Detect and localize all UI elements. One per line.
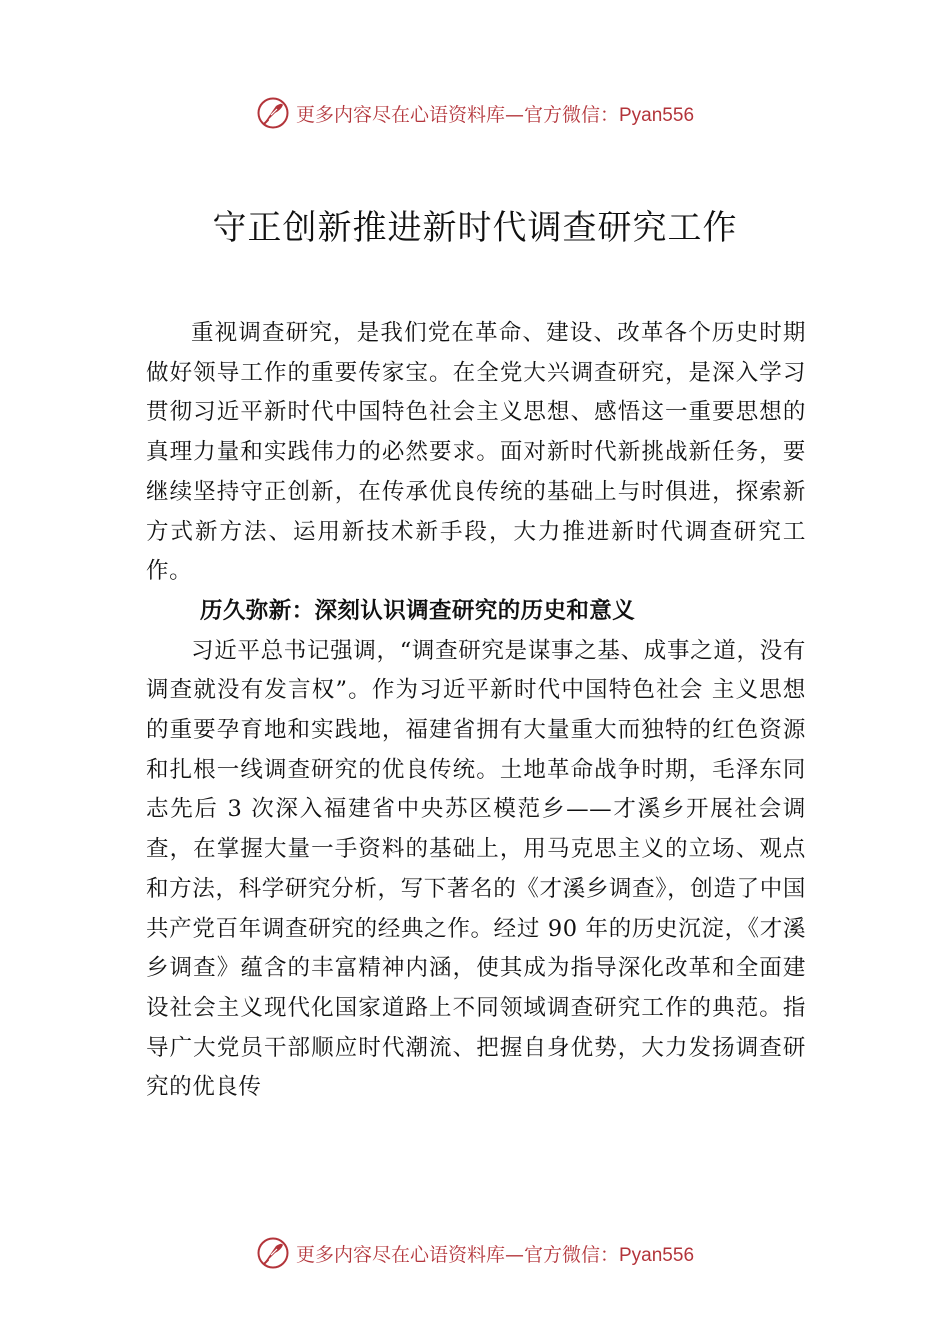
body-paragraph-1: 重视调查研究，是我们党在革命、建设、改革各个历史时期做好领导工作的重要传家宝。在全党大兴调查研究，是深入学习贯彻习近平新时代中国特色社会主义思想、感悟这一重要思想的真理力量和实践伟力的必然要求。面对新时代新挑战新任务，要继续坚持守正创新，在传承优良传统的基础上与时俱进，探索新方式新方法、运用新技术新手段，大力推进新时代调查研究工作。 xyxy=(146,320,806,585)
document-title: 守正创新推进新时代调查研究工作 xyxy=(212,208,738,248)
body-paragraph-2: 习近平总书记强调，“调查研究是谋事之基、成事之道，没有调查就没有发言权”。作为习近平新时代中国特色社会 主义思想的重要孕育地和实践地，福建省拥有大量重大而独特的红色资源和扎根一线调查研究的优良传统。土地革命战争时期，毛泽东同志先后 3 次深入福建省中央苏区模范乡——才溪乡开展社会调查，在掌握大量一手资料的基础上，用马克思主义的立场、观点和方法，科学研究分析，写下著名的《才溪乡调查》，创造了中国共产党百年调查研究的经典之作。经过 90 年的历史沉淀，《才溪乡调查》蕴含的丰富精神内涵，使其成为指导深化改革和全面建设社会主义现代化国家道路上不同领域调查研究工作的典范。指导广大党员干部顺应时代潮流、把握自身优势，大力发扬调查研究的优良传 xyxy=(146,637,806,1101)
section-heading: 历久弥新：深刻认识调查研究的历史和意义 xyxy=(200,597,636,624)
watermark-text: 更多内容尽在心语资料库—官方微信：Pyan556 xyxy=(295,1243,695,1266)
pen-quill-logo-icon xyxy=(256,1236,290,1270)
footer-watermark xyxy=(0,1236,950,1270)
document-body xyxy=(146,314,806,1108)
watermark-text: 更多内容尽在心语资料库—官方微信：Pyan556 xyxy=(295,103,695,126)
watermark-wechat-id: Pyan556 xyxy=(619,104,695,126)
header-watermark xyxy=(0,96,950,130)
watermark-wechat-id: Pyan556 xyxy=(619,1244,695,1266)
pen-quill-logo-icon xyxy=(256,96,290,130)
